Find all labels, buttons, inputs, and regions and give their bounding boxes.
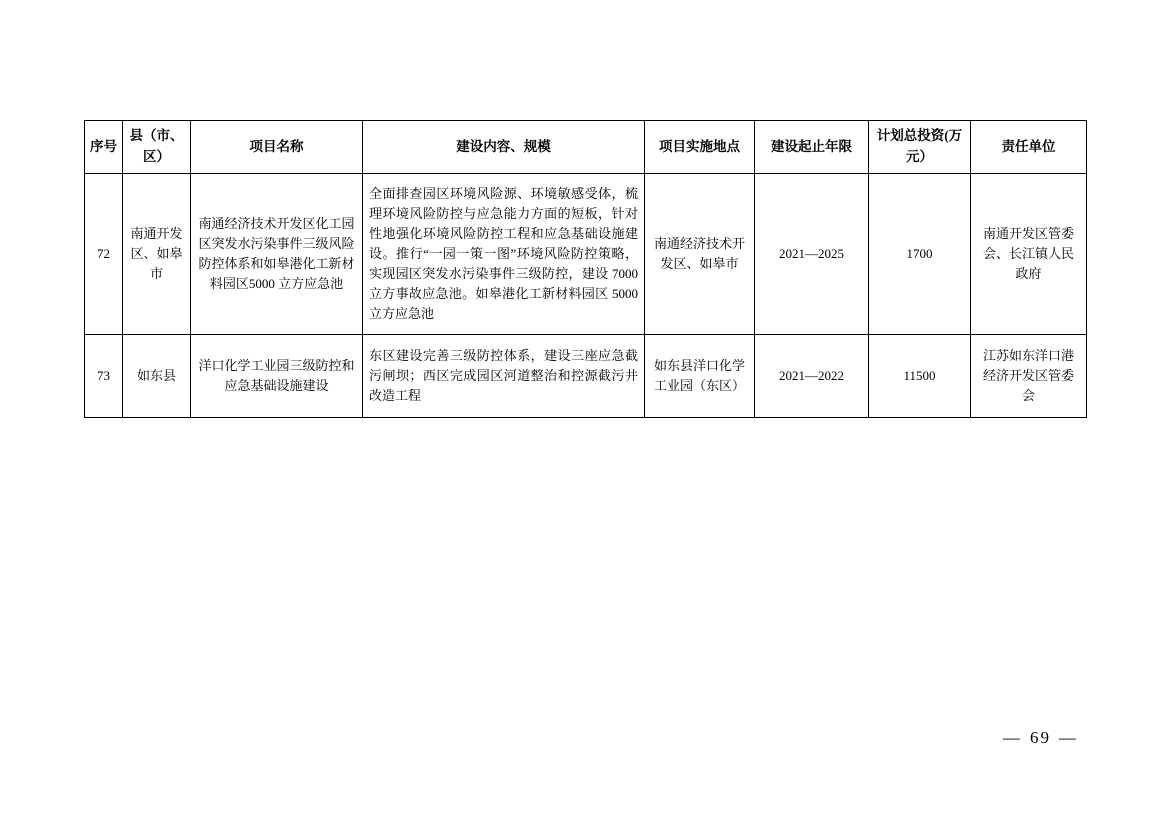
page-footer — [0, 728, 1086, 748]
column-header-investment: 计划总投资(万元） — [869, 121, 971, 174]
project-table — [84, 120, 1087, 418]
column-header-district: 县（市、区） — [123, 121, 191, 174]
cell-project-name: 南通经济技术开发区化工园区突发水污染事件三级风险防控体系和如皋港化工新材料园区5000 立方应急池 — [191, 174, 363, 335]
cell-location: 南通经济技术开发区、如皋市 — [645, 174, 755, 335]
cell-content-scale: 全面排查园区环境风险源、环境敏感受体，梳理环境风险防控与应急能力方面的短板，针对性地强化环境风险防控工程和应急基础设施建设。推行“一园一策一图”环境风险防控策略，实现园区突发水污染事件三级防控，建设 7000 立方事故应急池。如皋港化工新材料园区 5000 立方应急池 — [363, 174, 645, 335]
cell-content-scale: 东区建设完善三级防控体系，建设三座应急截污闸坝；西区完成园区河道整治和控源截污井改造工程 — [363, 335, 645, 418]
dash-right: — — [1059, 728, 1078, 747]
table-row — [85, 335, 1087, 418]
cell-seq: 72 — [85, 174, 123, 335]
column-header-location: 项目实施地点 — [645, 121, 755, 174]
cell-years: 2021—2022 — [755, 335, 869, 418]
cell-investment: 11500 — [869, 335, 971, 418]
cell-location: 如东县洋口化学工业园（东区） — [645, 335, 755, 418]
cell-investment: 1700 — [869, 174, 971, 335]
column-header-responsible-unit: 责任单位 — [971, 121, 1087, 174]
column-header-years: 建设起止年限 — [755, 121, 869, 174]
cell-years: 2021—2025 — [755, 174, 869, 335]
cell-responsible-unit: 江苏如东洋口港经济开发区管委会 — [971, 335, 1087, 418]
cell-district: 如东县 — [123, 335, 191, 418]
cell-responsible-unit: 南通开发区管委会、长江镇人民政府 — [971, 174, 1087, 335]
cell-district: 南通开发区、如皋市 — [123, 174, 191, 335]
cell-seq: 73 — [85, 335, 123, 418]
column-header-content-scale: 建设内容、规模 — [363, 121, 645, 174]
column-header-project-name: 项目名称 — [191, 121, 363, 174]
column-header-seq: 序号 — [85, 121, 123, 174]
page-number: 69 — [1030, 728, 1051, 747]
dash-left: — — [1003, 728, 1022, 747]
cell-project-name: 洋口化学工业园三级防控和应急基础设施建设 — [191, 335, 363, 418]
table-header-row — [85, 121, 1087, 174]
table-row — [85, 174, 1087, 335]
